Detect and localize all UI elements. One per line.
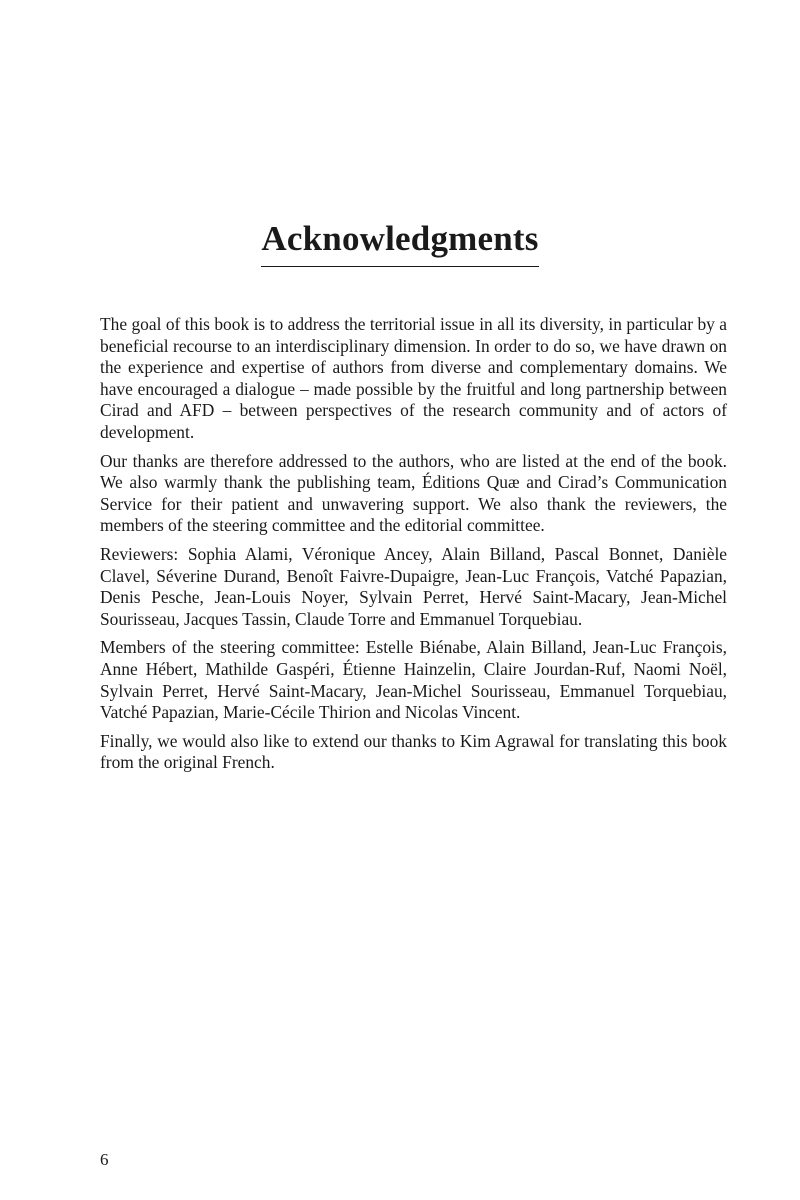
acknowledgments-body [100,314,727,781]
page-title: Acknowledgments [261,218,539,267]
title-block [0,218,800,267]
paragraph-translation: Finally, we would also like to extend our thanks to Kim Agrawal for translating this book from the original French. [100,730,727,773]
paragraph-intro: The goal of this book is to address the territorial issue in all its diversity, in particular by a beneficial recourse to an interdisciplinary dimension. In order to do so, we have drawn on the experience and expertise of authors from diverse and complementary domains. We have encouraged a dialogue – made possible by the fruitful and long partnership between Cirad and AFD – between perspectives of the research community and of actors of development. [100,314,727,442]
paragraph-steering-committee: Members of the steering committee: Estelle Biénabe, Alain Billand, Jean-Luc François, Anne Hébert, Mathilde Gaspéri, Étienne Hainzelin, Claire Jourdan-Ruf, Naomi Noël, Sylvain Perret, Hervé Saint-Macary, Jean-Michel Sourisseau, Emmanuel Torquebiau, Vatché Papazian, Marie-Cécile Thirion and Nicolas Vincent. [100,637,727,723]
page-number: 6 [100,1150,109,1169]
paragraph-reviewers: Reviewers: Sophia Alami, Véronique Ancey, Alain Billand, Pascal Bonnet, Danièle Clavel, Séverine Durand, Benoît Faivre-Dupaigre, Jean-Luc François, Vatché Papazian, Denis Pesche, Jean-Louis Noyer, Sylvain Perret, Hervé Saint-Macary, Jean-Michel Sourisseau, Jacques Tassin, Claude Torre and Emmanuel Torquebiau. [100,543,727,629]
paragraph-thanks: Our thanks are therefore addressed to the authors, who are listed at the end of the book. We also warmly thank the publishing team, Éditions Quæ and Cirad’s Communication Service for their patient and unwavering support. We also thank the reviewers, the members of the steering committee and the editorial committee. [100,450,727,536]
